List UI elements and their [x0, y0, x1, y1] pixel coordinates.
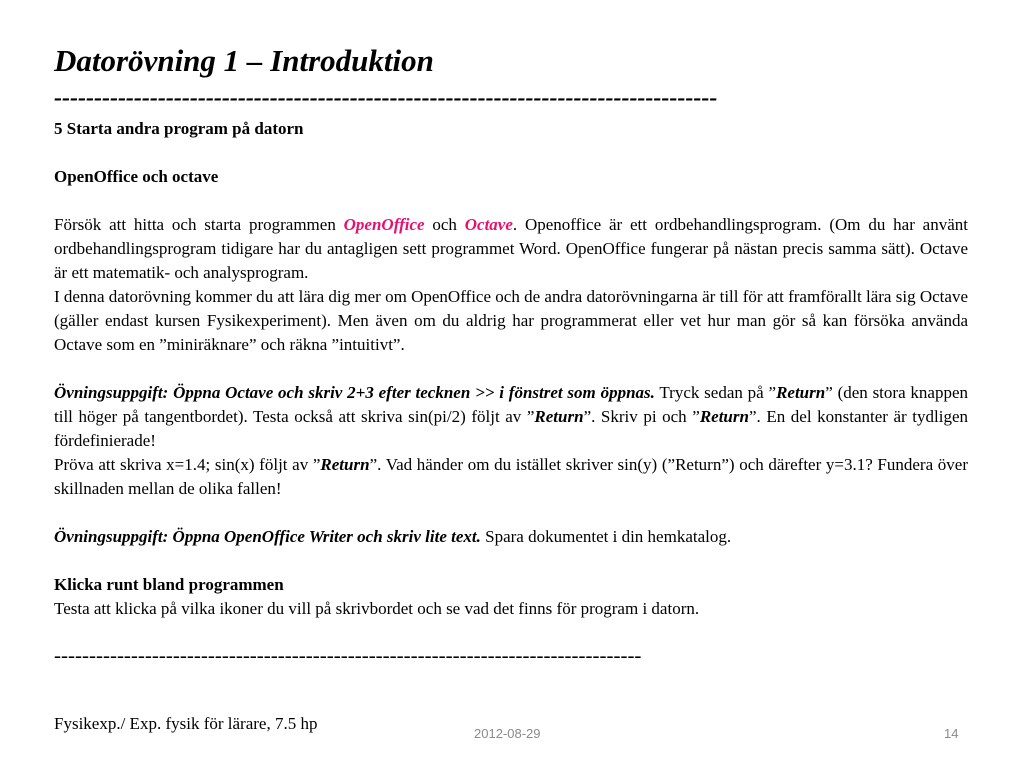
exercise-octave	[54, 381, 968, 453]
exercise-b-text-2: ”. Vad händer om du istället skriver sin(y) (”Return”) och därefter y=3.1? Fundera över skillnaden mellan de olika fallen!	[54, 455, 968, 498]
exercise-label-openoffice: Övningsuppgift: Öppna OpenOffice Writer och skriv lite text.	[54, 527, 481, 546]
exercise-b-text-1: Pröva att skriva x=1.4; sin(x) följt av ”	[54, 455, 321, 474]
section3-text: Testa att klicka på vilka ikoner du vill på skrivbordet och se vad det finns för program i datorn.	[54, 599, 700, 618]
spacer	[54, 501, 968, 525]
spacer	[54, 357, 968, 381]
slide-content	[54, 117, 968, 621]
intro-text-2: och	[424, 215, 465, 234]
exercise-octave-continued	[54, 453, 968, 501]
footer-course-name: Fysikexp./ Exp. fysik för lärare, 7.5 hp	[54, 714, 318, 733]
exercise-openoffice-text: Spara dokumentet i din hemkatalog.	[480, 527, 732, 546]
intro-text-3: . Openoffice är ett ordbehandlingsprogram. (Om du har använt ordbehandlingsprogram tidigare har du antagligen sett programmet Word. OpenOffice fungerar på nästan precis samma sätt). Octave är ett matematik- och analysprogram.	[54, 215, 968, 282]
second-paragraph: I denna datorövning kommer du att lära dig mer om OpenOffice och de andra datorövningarna är till för att framförallt lära sig Octave (gäller endast kursen Fysikexperiment). Men även om du aldrig har programmerat eller vet hur man gör så kan försöka använda Octave som en ”miniräknare” och räkna ”intuitivt”.	[54, 287, 968, 354]
exercise-text-2: ” (den stora knappen till höger på tangentbordet). Testa också att skriva sin(pi/2) följt av ”	[54, 383, 969, 426]
spacer	[54, 189, 968, 213]
intro-text-1: Försök att hitta och starta programmen	[54, 215, 344, 234]
section-heading: 5 Starta andra program på datorn	[54, 119, 304, 138]
subheading: OpenOffice och octave	[54, 167, 219, 186]
bottom-dashed-rule: ------------------------------------------------------------------------------------	[54, 645, 642, 666]
section3-heading: Klicka runt bland programmen	[54, 575, 284, 594]
spacer	[54, 141, 968, 165]
exercise-openoffice	[54, 525, 968, 549]
slide-number: 14	[944, 726, 959, 741]
octave-highlight: Octave	[464, 215, 513, 234]
spacer	[54, 549, 968, 573]
return-key-label: Return	[776, 383, 826, 402]
exercise-text-3: ”. Skriv pi och ”	[583, 407, 700, 426]
exercise-text-1: Tryck sedan på ”	[654, 383, 777, 402]
top-dashed-rule: -----------------------------------------------------------------------------------	[54, 86, 718, 110]
intro-paragraph	[54, 213, 968, 285]
return-key-label: Return	[699, 407, 749, 426]
openoffice-highlight: OpenOffice	[343, 215, 425, 234]
exercise-label-octave: Övningsuppgift: Öppna Octave och skriv 2+3 efter tecknen >> i fönstret som öppnas.	[54, 383, 655, 402]
exercise-text-4: ”. En del konstanter är tydligen fördefinierade!	[54, 407, 969, 450]
return-key-label: Return	[534, 407, 584, 426]
return-key-label: Return	[320, 455, 370, 474]
footer-date: 2012-08-29	[474, 726, 541, 741]
slide-title: Datorövning 1 – Introduktion	[54, 43, 434, 78]
